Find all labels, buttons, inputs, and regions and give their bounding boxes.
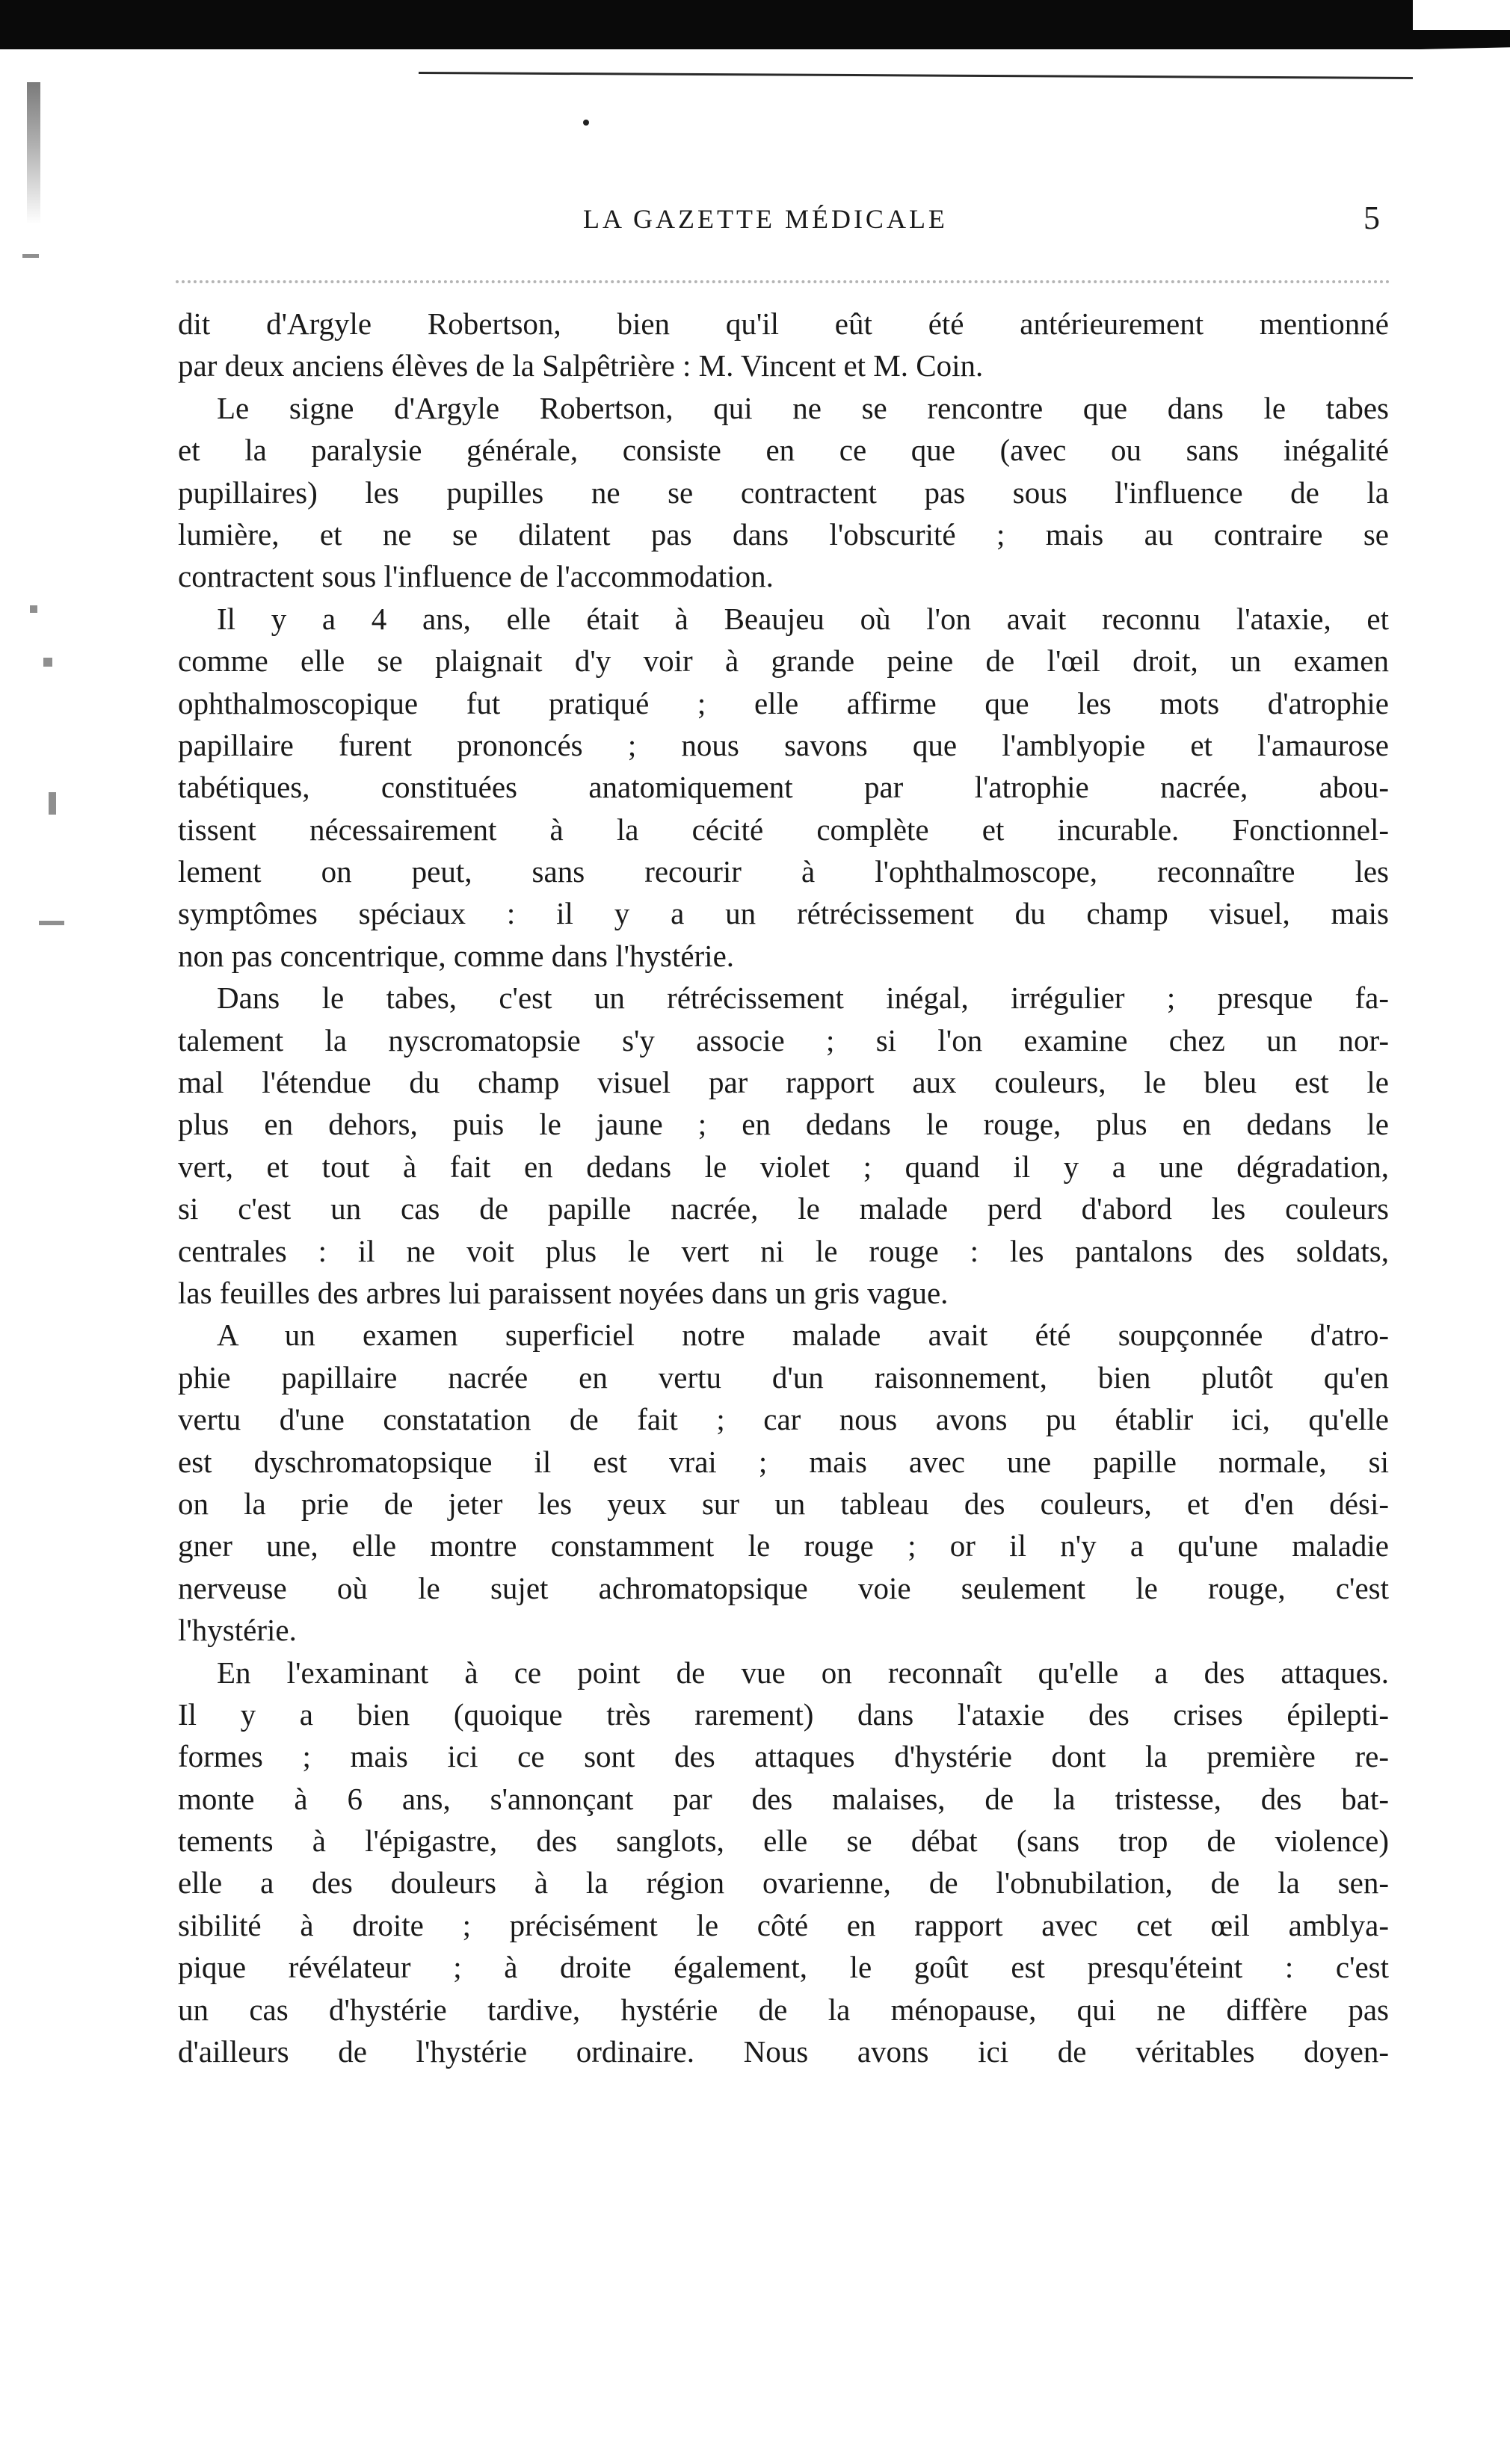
text-line: Dans le tabes, c'est un rétrécissement inégal, irrégulier ; presque fa- — [217, 981, 1389, 1016]
margin-mark — [22, 254, 39, 258]
text-line: et la paralysie générale, consiste en ce que (avec ou sans inégalité — [178, 433, 1389, 468]
text-line: Il y a bien (quoique très rarement) dans l'ataxie des crises épilepti- — [178, 1696, 1389, 1732]
text-line: un cas d'hystérie tardive, hystérie de la ménopause, qui ne diffère pas — [178, 1992, 1389, 2027]
text-line: vertu d'une constatation de fait ; car nous avons pu établir ici, qu'elle — [178, 1402, 1389, 1437]
text-line: talement la nyscromatopsie s'y associe ; si l'on examine chez un nor- — [178, 1022, 1389, 1057]
text-line: las feuilles des arbres lui paraissent noyées dans un gris vague. — [178, 1275, 949, 1310]
body-text — [178, 303, 1389, 2072]
text-line: elle a des douleurs à la région ovarienne, de l'obnubilation, de la sen- — [178, 1865, 1389, 1901]
text-line: si c'est un cas de papille nacrée, le malade perd d'abord les couleurs — [178, 1191, 1389, 1226]
header-separator — [176, 280, 1390, 283]
text-line: plus en dehors, puis le jaune ; en dedans le rouge, plus en dedans le — [178, 1107, 1389, 1142]
text-line: A un examen superficiel notre malade avait été soupçonnée d'atro- — [217, 1318, 1389, 1353]
running-head — [0, 200, 1510, 248]
text-line: tissent nécessairement à la cécité complète et incurable. Fonctionnel- — [178, 812, 1389, 847]
text-line: ophthalmoscopique fut pratiqué ; elle affirme que les mots d'atrophie — [178, 685, 1389, 720]
text-line: on la prie de jeter les yeux sur un tableau des couleurs, et d'en dési- — [178, 1486, 1389, 1521]
scan-border-shadow — [0, 30, 1510, 49]
text-line: Il y a 4 ans, elle était à Beaujeu où l'on avait reconnu l'ataxie, et — [217, 601, 1389, 636]
text-line: vert, et tout à fait en dedans le violet ; quand il y a une dégradation, — [178, 1149, 1389, 1184]
text-line: centrales : il ne voit plus le vert ni le rouge : les pantalons des soldats, — [178, 1233, 1389, 1268]
text-line: phie papillaire nacrée en vertu d'un raisonnement, bien plutôt qu'en — [178, 1359, 1389, 1395]
scan-border-top — [0, 0, 1413, 33]
text-line: mal l'étendue du champ visuel par rapport aux couleurs, le bleu est le — [178, 1065, 1389, 1100]
text-line: tabétiques, constituées anatomiquement par l'atrophie nacrée, abou- — [178, 770, 1389, 805]
margin-mark — [43, 658, 52, 667]
scan-edge-line — [419, 72, 1413, 79]
journal-title: LA GAZETTE MÉDICALE — [583, 204, 948, 234]
margin-mark — [30, 605, 37, 613]
text-line: lumière, et ne se dilatent pas dans l'obscurité ; mais au contraire se — [178, 516, 1389, 552]
text-line: gner une, elle montre constamment le rouge ; or il n'y a qu'une maladie — [178, 1528, 1389, 1563]
text-line: nerveuse où le sujet achromatopsique voie seulement le rouge, c'est — [178, 1570, 1389, 1605]
page-number: 5 — [1363, 200, 1380, 236]
text-line: symptômes spéciaux : il y a un rétrécissement du champ visuel, mais — [178, 896, 1389, 931]
text-line: pupillaires) les pupilles ne se contractent pas sous l'influence de la — [178, 475, 1389, 510]
text-line: contractent sous l'influence de l'accommodation. — [178, 559, 774, 594]
text-line: par deux anciens élèves de la Salpêtrière : M. Vincent et M. Coin. — [178, 348, 984, 383]
text-line: lement on peut, sans recourir à l'ophthalmoscope, reconnaître les — [178, 854, 1389, 889]
text-line: formes ; mais ici ce sont des attaques d'hystérie dont la première re- — [178, 1739, 1389, 1774]
text-line: pique révélateur ; à droite également, le goût est presqu'éteint : c'est — [178, 1950, 1389, 1985]
text-line: Le signe d'Argyle Robertson, qui ne se rencontre que dans le tabes — [217, 390, 1389, 425]
margin-mark — [49, 792, 56, 815]
text-line: est dyschromatopsique il est vrai ; mais avec une papille normale, si — [178, 1444, 1389, 1479]
text-line: papillaire furent prononcés ; nous savons que l'amblyopie et l'amaurose — [178, 727, 1389, 762]
text-line: tements à l'épigastre, des sanglots, elle se débat (sans trop de violence) — [178, 1824, 1389, 1859]
text-line: sibilité à droite ; précisément le côté en rapport avec cet œil amblya- — [178, 1907, 1389, 1942]
text-line: l'hystérie. — [178, 1613, 297, 1648]
text-line: En l'examinant à ce point de vue on reconnaît qu'elle a des attaques. — [217, 1655, 1389, 1690]
text-line: d'ailleurs de l'hystérie ordinaire. Nous avons ici de véritables doyen- — [178, 2034, 1389, 2069]
text-line: monte à 6 ans, s'annonçant par des malaises, de la tristesse, des bat- — [178, 1781, 1389, 1816]
text-line: non pas concentrique, comme dans l'hystérie. — [178, 938, 735, 973]
text-line: dit d'Argyle Robertson, bien qu'il eût été antérieurement mentionné — [178, 306, 1389, 341]
margin-mark — [39, 921, 64, 925]
text-line: comme elle se plaignait d'y voir à grande peine de l'œil droit, un examen — [178, 643, 1389, 679]
ink-speck — [583, 120, 589, 126]
